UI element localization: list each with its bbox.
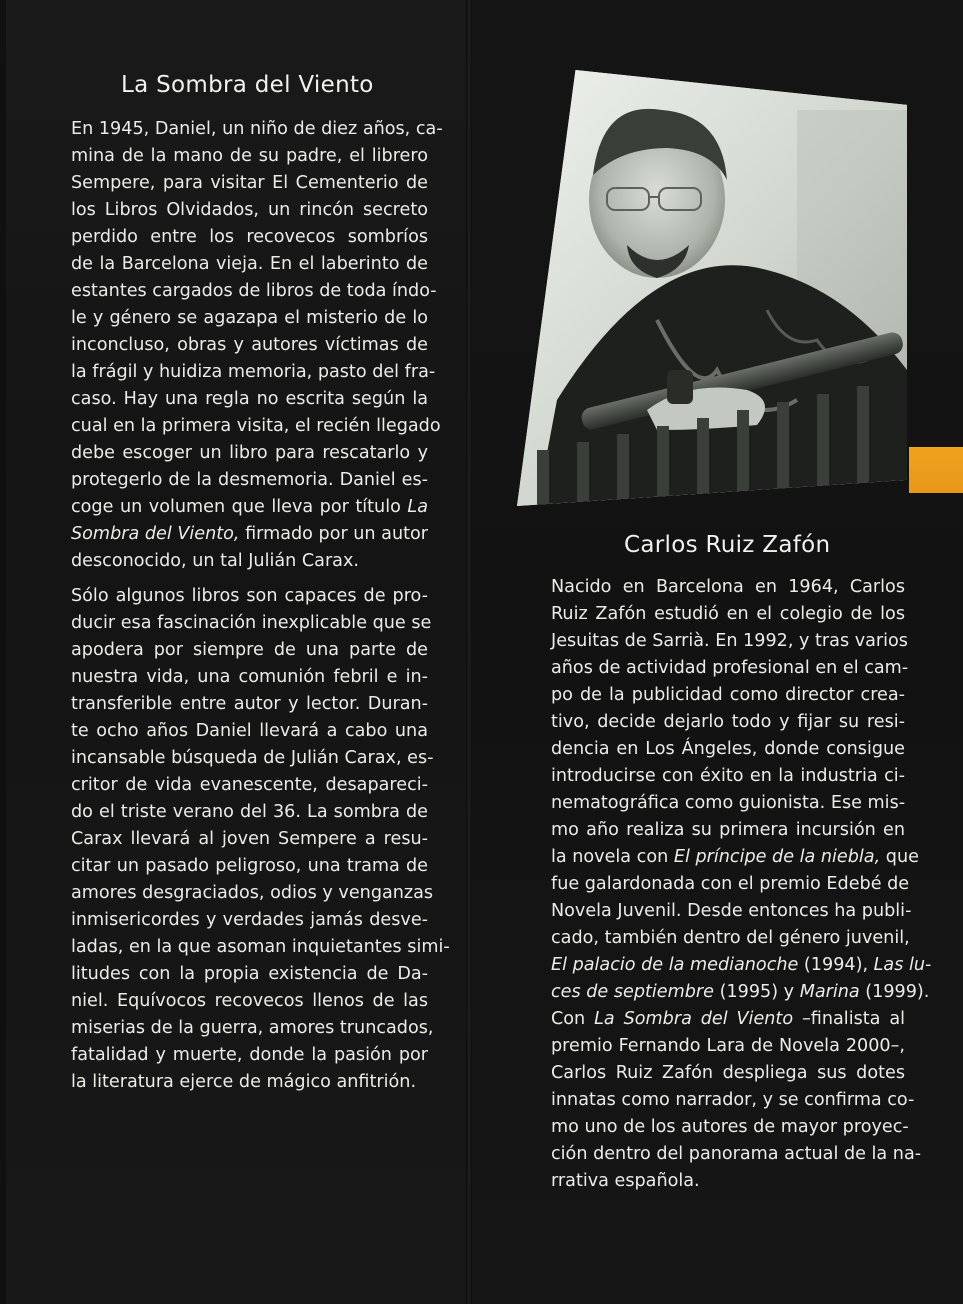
text-run: tivo, decide dejarlo todo y fijar su resi- <box>551 712 905 732</box>
text-run: la literatura ejerce de mágico anfitrión. <box>71 1072 417 1092</box>
left-text-line <box>71 826 428 853</box>
left-text-line <box>71 961 428 988</box>
right-text-line <box>551 817 905 844</box>
text-run: cual en la primera visita, el recién llegado <box>71 416 441 436</box>
text-run: inmisericordes y verdades jamás desve- <box>71 910 428 930</box>
text-run: años de actividad profesional en el cam- <box>551 658 909 678</box>
text-run: Sólo algunos libros son capaces de pro- <box>71 586 428 606</box>
text-run: de la Barcelona vieja. En el laberinto de <box>71 254 428 274</box>
left-edge <box>0 0 6 1304</box>
text-run: mo uno de los autores de mayor proyec- <box>551 1117 909 1137</box>
text-run: critor de vida evanescente, desapareci- <box>71 775 428 795</box>
left-text-line <box>71 853 428 880</box>
left-text-line <box>71 332 428 359</box>
left-text-line <box>71 1042 428 1069</box>
left-text-line <box>71 799 428 826</box>
text-run: desconocido, un tal Julián Carax. <box>71 551 359 571</box>
text-run: Carlos Ruiz Zafón despliega sus dotes <box>551 1063 905 1083</box>
left-text-line <box>71 907 428 934</box>
text-run: ducir esa fascinación inexplicable que se <box>71 613 432 633</box>
left-text-line <box>71 143 428 170</box>
text-run: Nacido en Barcelona en 1964, Carlos <box>551 577 905 597</box>
text-run: (1994), <box>798 955 874 975</box>
text-run: premio Fernando Lara de Novela 2000–, <box>551 1036 905 1056</box>
text-run: caso. Hay una regla no escrita según la <box>71 389 428 409</box>
text-run: Sempere, para visitar El Cementerio de <box>71 173 428 193</box>
text-run: niel. Equívocos recovecos llenos de las <box>71 991 428 1011</box>
text-run: El príncipe de la niebla, <box>673 847 881 867</box>
text-run: que <box>880 847 919 867</box>
text-run: miserias de la guerra, amores truncados, <box>71 1018 434 1038</box>
right-text-line <box>551 844 919 871</box>
right-text-line <box>551 871 910 898</box>
left-text-line <box>71 988 428 1015</box>
left-text-line <box>71 745 434 772</box>
left-text-line <box>71 1015 434 1042</box>
synopsis-text <box>71 116 450 1096</box>
text-run: te ocho años Daniel llevará a cabo una <box>71 721 428 741</box>
left-text-line <box>71 521 428 548</box>
text-run: Con <box>551 1009 595 1029</box>
right-text-line <box>551 952 932 979</box>
text-run: cado, también dentro del género juvenil, <box>551 928 910 948</box>
author-name: Carlos Ruiz Zafón <box>624 532 831 558</box>
left-text-line <box>71 170 428 197</box>
right-text-line <box>551 898 912 925</box>
text-run: Marina <box>799 982 860 1002</box>
text-run: ción dentro del panorama actual de la na- <box>551 1144 922 1164</box>
left-text-line <box>71 718 428 745</box>
left-text-line <box>71 116 443 143</box>
left-text-line <box>71 413 441 440</box>
book-title: La Sombra del Viento <box>121 72 374 98</box>
text-run: Las lu- <box>873 955 932 975</box>
text-run: Novela Juvenil. Desde entonces ha publi- <box>551 901 912 921</box>
text-run: perdido entre los recovecos sombríos <box>71 227 428 247</box>
text-run: estantes cargados de libros de toda índo- <box>71 281 437 301</box>
left-text-line <box>71 691 428 718</box>
text-run: La Sombra del Viento <box>594 1009 794 1029</box>
fold-crease <box>466 0 472 1304</box>
left-text-line <box>71 386 428 413</box>
right-text-line <box>551 925 910 952</box>
text-run: La <box>407 497 428 517</box>
right-text-line <box>551 1114 909 1141</box>
left-text-line <box>71 467 428 494</box>
right-text-line <box>551 1168 905 1195</box>
left-text-line <box>71 197 428 224</box>
right-text-line <box>551 682 905 709</box>
right-text-line <box>551 1060 905 1087</box>
left-text-line <box>71 610 432 637</box>
left-text-line <box>71 772 428 799</box>
text-run: Ruiz Zafón estudió en el colegio de los <box>551 604 905 624</box>
text-run: inconcluso, obras y autores víctimas de <box>71 335 428 355</box>
left-text-line <box>71 548 428 575</box>
text-run: mina de la mano de su padre, el librero <box>71 146 428 166</box>
text-run: (1995) y <box>713 982 800 1002</box>
text-run: protegerlo de la desmemoria. Daniel es- <box>71 470 428 490</box>
text-run: En 1945, Daniel, un niño de diez años, ca- <box>71 119 443 139</box>
color-tab <box>909 447 963 493</box>
text-run: fatalidad y muerte, donde la pasión por <box>71 1045 428 1065</box>
text-run: –finalista al <box>793 1009 905 1029</box>
text-run: debe escoger un libro para rescatarlo y <box>71 443 428 463</box>
text-run: do el triste verano del 36. La sombra de <box>71 802 428 822</box>
right-text-line <box>551 574 905 601</box>
left-text-line <box>71 1069 428 1096</box>
author-portrait-image <box>517 70 907 506</box>
text-run: los Libros Olvidados, un rincón secreto <box>71 200 428 220</box>
text-run: po de la publicidad como director crea- <box>551 685 905 705</box>
text-run: ladas, en la que asoman inquietantes simi- <box>71 937 450 957</box>
text-run: la frágil y huidiza memoria, pasto del fra- <box>71 362 436 382</box>
left-text-line <box>71 278 437 305</box>
right-text-line <box>551 979 930 1006</box>
left-text-line <box>71 637 428 664</box>
text-run: apodera por siempre de una parte de <box>71 640 428 660</box>
right-text-line <box>551 736 905 763</box>
left-text-line <box>71 583 428 610</box>
left-text-line <box>71 224 428 251</box>
text-run: transferible entre autor y lector. Duran- <box>71 694 428 714</box>
text-run: introducirse con éxito en la industria ci- <box>551 766 905 786</box>
text-run: citar un pasado peligroso, una trama de <box>71 856 428 876</box>
text-run: amores desgraciados, odios y venganzas <box>71 883 434 903</box>
left-text-line <box>71 494 428 521</box>
left-text-line <box>71 359 436 386</box>
right-text-line <box>551 763 905 790</box>
text-run: fue galardonada con el premio Edebé de <box>551 874 910 894</box>
author-bio-text <box>551 574 932 1195</box>
paragraph-gap <box>71 575 428 583</box>
text-run: Sombra del Viento, <box>71 524 240 544</box>
text-run: innatas como narrador, y se confirma co- <box>551 1090 915 1110</box>
author-photo <box>517 70 907 506</box>
text-run: litudes con la propia existencia de Da- <box>71 964 428 984</box>
left-text-line <box>71 251 428 278</box>
right-text-line <box>551 655 909 682</box>
right-text-line <box>551 1033 905 1060</box>
text-run: Jesuitas de Sarrià. En 1992, y tras varios <box>551 631 908 651</box>
text-run: coge un volumen que lleva por título <box>71 497 408 517</box>
text-run: incansable búsqueda de Julián Carax, es- <box>71 748 434 768</box>
right-text-line <box>551 1006 905 1033</box>
text-run: ces de septiembre <box>551 982 714 1002</box>
text-run: El palacio de la medianoche <box>551 955 799 975</box>
text-run: (1999). <box>859 982 930 1002</box>
right-text-line <box>551 628 908 655</box>
text-run: mo año realiza su primera incursión en <box>551 820 905 840</box>
text-run: nuestra vida, una comunión febril e in- <box>71 667 428 687</box>
text-run: le y género se agazapa el misterio de lo <box>71 308 428 328</box>
text-run: dencia en Los Ángeles, donde consigue <box>551 739 905 759</box>
right-text-line <box>551 601 905 628</box>
left-text-line <box>71 880 434 907</box>
left-text-line <box>71 305 428 332</box>
text-run: Carax llevará al joven Sempere a resu- <box>71 829 428 849</box>
right-text-line <box>551 709 905 736</box>
left-text-line <box>71 664 428 691</box>
right-text-line <box>551 790 905 817</box>
left-text-line <box>71 934 450 961</box>
left-text-line <box>71 440 428 467</box>
right-text-line <box>551 1087 915 1114</box>
text-run: la novela con <box>551 847 674 867</box>
text-run: nematográfica como guionista. Ese mis- <box>551 793 906 813</box>
text-run: rrativa española. <box>551 1171 700 1191</box>
text-run: firmado por un autor <box>239 524 429 544</box>
right-text-line <box>551 1141 922 1168</box>
